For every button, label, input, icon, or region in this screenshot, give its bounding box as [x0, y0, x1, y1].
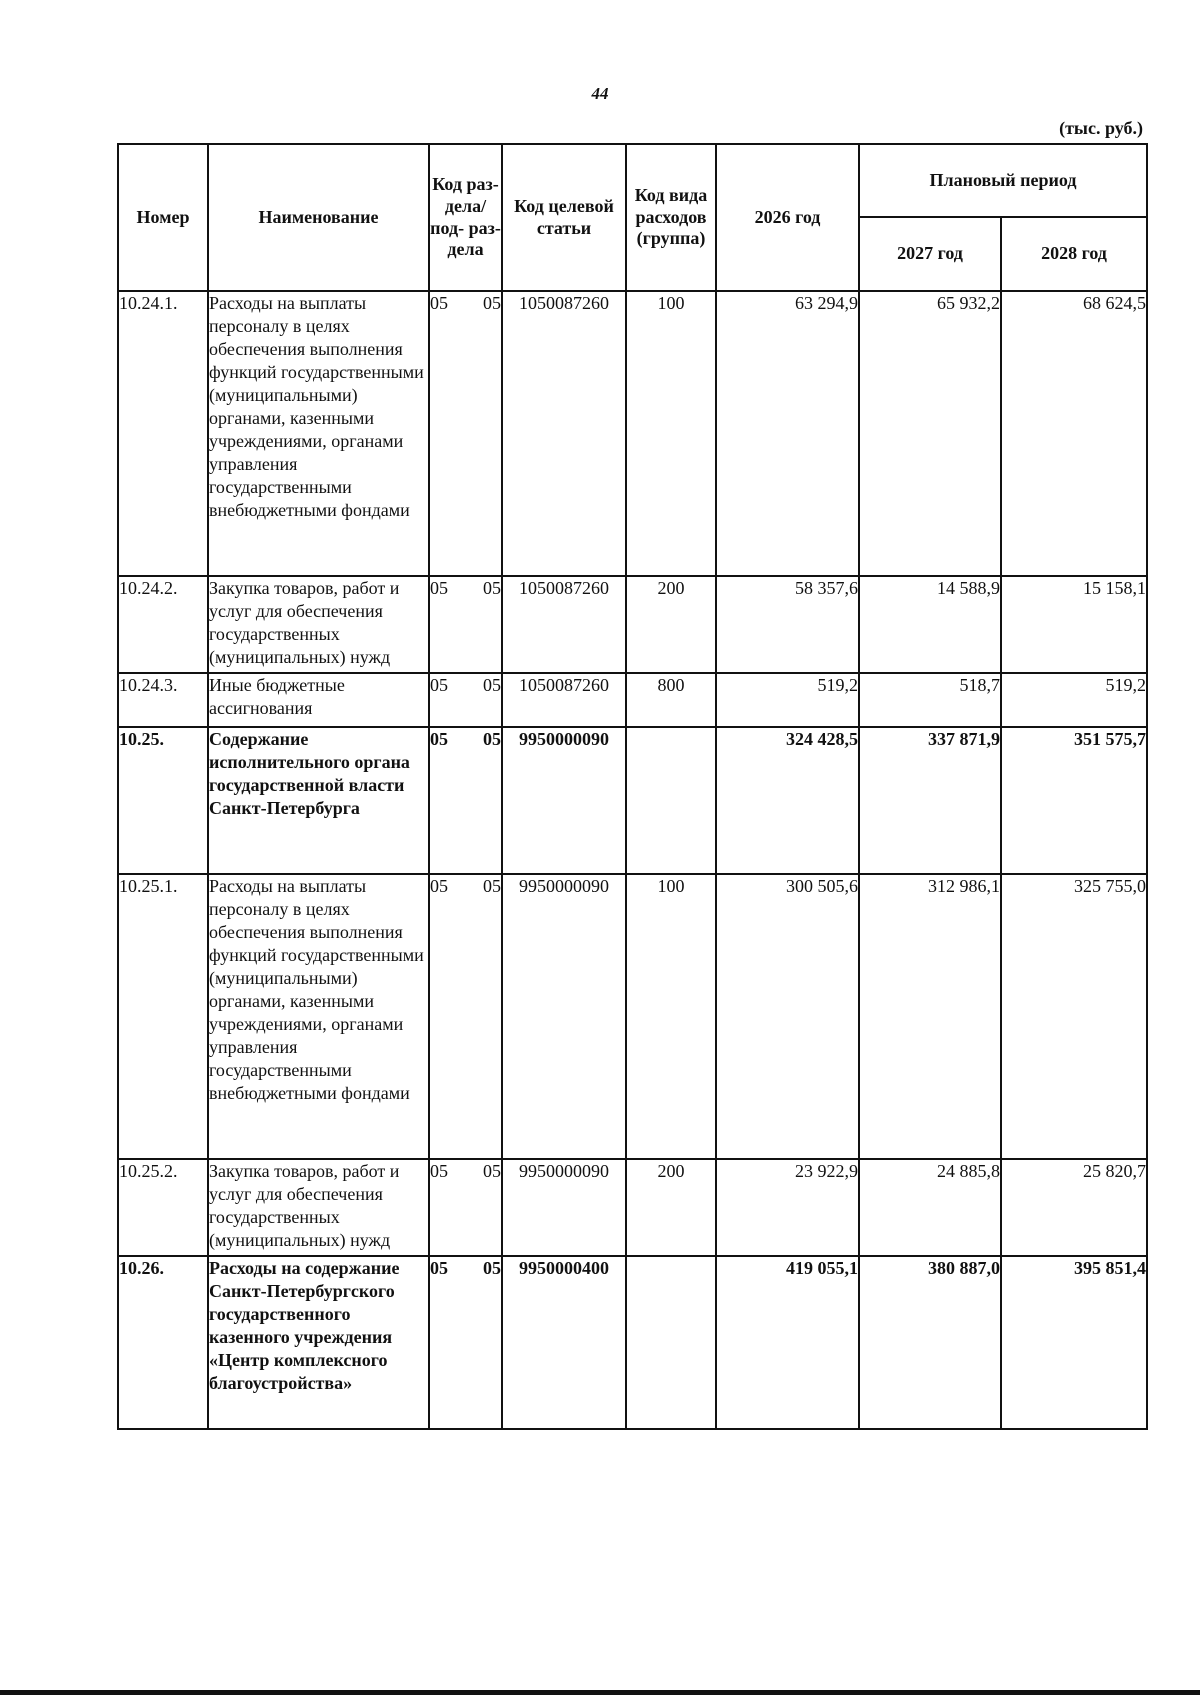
header-year-2027: 2027 год — [859, 217, 1001, 291]
row-amount-2026: 419 055,1 — [716, 1256, 859, 1429]
table-row — [118, 727, 1147, 874]
row-expense-type — [626, 727, 716, 874]
row-section: 05 — [430, 1258, 448, 1278]
row-subsection: 05 — [483, 293, 501, 313]
row-section: 05 — [430, 1161, 448, 1181]
row-name: Закупка товаров, работ и услуг для обеспечения государственных (муниципальных) нужд — [208, 576, 429, 673]
row-expense-type: 100 — [626, 874, 716, 1159]
row-section: 05 — [430, 729, 448, 749]
row-target-code: 1050087260 — [502, 576, 626, 673]
row-target-code: 9950000090 — [502, 1159, 626, 1256]
header-year-2026: 2026 год — [716, 144, 859, 291]
row-target-code: 9950000090 — [502, 874, 626, 1159]
row-number: 10.25.2. — [118, 1159, 208, 1256]
units-label: (тыс. руб.) — [1059, 118, 1143, 138]
row-expense-type: 200 — [626, 1159, 716, 1256]
row-section-code — [429, 576, 502, 673]
scan-border — [0, 1690, 1200, 1695]
row-number: 10.24.3. — [118, 673, 208, 727]
row-subsection: 05 — [483, 675, 501, 695]
table-row — [118, 291, 1147, 576]
row-section: 05 — [430, 876, 448, 896]
row-number: 10.24.2. — [118, 576, 208, 673]
row-number: 10.26. — [118, 1256, 208, 1429]
row-section: 05 — [430, 578, 448, 598]
row-section-code — [429, 1159, 502, 1256]
table-row — [118, 673, 1147, 727]
row-amount-2028: 25 820,7 — [1001, 1159, 1147, 1256]
row-amount-2028: 351 575,7 — [1001, 727, 1147, 874]
row-name: Содержание исполнительного органа государственной власти Санкт-Петербурга — [208, 727, 429, 874]
row-subsection: 05 — [483, 578, 501, 598]
row-amount-2028: 68 624,5 — [1001, 291, 1147, 576]
row-number: 10.25.1. — [118, 874, 208, 1159]
row-section-code — [429, 673, 502, 727]
row-amount-2027: 14 588,9 — [859, 576, 1001, 673]
row-amount-2026: 63 294,9 — [716, 291, 859, 576]
row-target-code: 1050087260 — [502, 673, 626, 727]
row-name: Расходы на содержание Санкт-Петербургского государственного казенного учреждения «Центр комплексного благоустройства» — [208, 1256, 429, 1429]
row-amount-2026: 300 505,6 — [716, 874, 859, 1159]
table-header — [118, 144, 1147, 291]
row-expense-type: 100 — [626, 291, 716, 576]
row-target-code: 9950000400 — [502, 1256, 626, 1429]
header-name: Наименование — [208, 144, 429, 291]
row-expense-type: 800 — [626, 673, 716, 727]
row-number: 10.24.1. — [118, 291, 208, 576]
row-name: Расходы на выплаты персоналу в целях обеспечения выполнения функций государственными (муниципальными) органами, казенными учреждениями, органами управления государственными внебюджетными фондами — [208, 874, 429, 1159]
row-section-code — [429, 874, 502, 1159]
row-name: Закупка товаров, работ и услуг для обеспечения государственных (муниципальных) нужд — [208, 1159, 429, 1256]
header-planned-period: Плановый период — [859, 144, 1147, 217]
row-expense-type: 200 — [626, 576, 716, 673]
row-amount-2028: 519,2 — [1001, 673, 1147, 727]
row-expense-type — [626, 1256, 716, 1429]
row-subsection: 05 — [483, 1258, 501, 1278]
budget-table — [117, 143, 1148, 1430]
header-expense-type: Код вида расходов (группа) — [626, 144, 716, 291]
row-subsection: 05 — [483, 1161, 501, 1181]
row-amount-2027: 24 885,8 — [859, 1159, 1001, 1256]
table-row — [118, 1256, 1147, 1429]
row-amount-2028: 395 851,4 — [1001, 1256, 1147, 1429]
row-amount-2026: 519,2 — [716, 673, 859, 727]
header-section-code: Код раз- дела/ под- раз- дела — [429, 144, 502, 291]
table-row — [118, 1159, 1147, 1256]
row-subsection: 05 — [483, 876, 501, 896]
row-amount-2027: 65 932,2 — [859, 291, 1001, 576]
row-section: 05 — [430, 675, 448, 695]
header-year-2028: 2028 год — [1001, 217, 1147, 291]
page-number: 44 — [591, 84, 609, 103]
row-name: Расходы на выплаты персоналу в целях обеспечения выполнения функций государственными (муниципальными) органами, казенными учреждениями, органами управления государственными внебюджетными фондами — [208, 291, 429, 576]
row-amount-2027: 380 887,0 — [859, 1256, 1001, 1429]
row-section: 05 — [430, 293, 448, 313]
row-amount-2026: 23 922,9 — [716, 1159, 859, 1256]
row-section-code — [429, 291, 502, 576]
table-body — [118, 291, 1147, 1429]
row-amount-2027: 518,7 — [859, 673, 1001, 727]
table-row — [118, 874, 1147, 1159]
row-target-code: 1050087260 — [502, 291, 626, 576]
row-amount-2028: 325 755,0 — [1001, 874, 1147, 1159]
row-target-code: 9950000090 — [502, 727, 626, 874]
row-amount-2028: 15 158,1 — [1001, 576, 1147, 673]
header-number: Номер — [118, 144, 208, 291]
row-section-code — [429, 1256, 502, 1429]
table-row — [118, 576, 1147, 673]
row-number: 10.25. — [118, 727, 208, 874]
row-amount-2027: 337 871,9 — [859, 727, 1001, 874]
row-section-code — [429, 727, 502, 874]
row-amount-2027: 312 986,1 — [859, 874, 1001, 1159]
row-amount-2026: 324 428,5 — [716, 727, 859, 874]
row-name: Иные бюджетные ассигнования — [208, 673, 429, 727]
header-target-code: Код целевой статьи — [502, 144, 626, 291]
row-amount-2026: 58 357,6 — [716, 576, 859, 673]
row-subsection: 05 — [483, 729, 501, 749]
